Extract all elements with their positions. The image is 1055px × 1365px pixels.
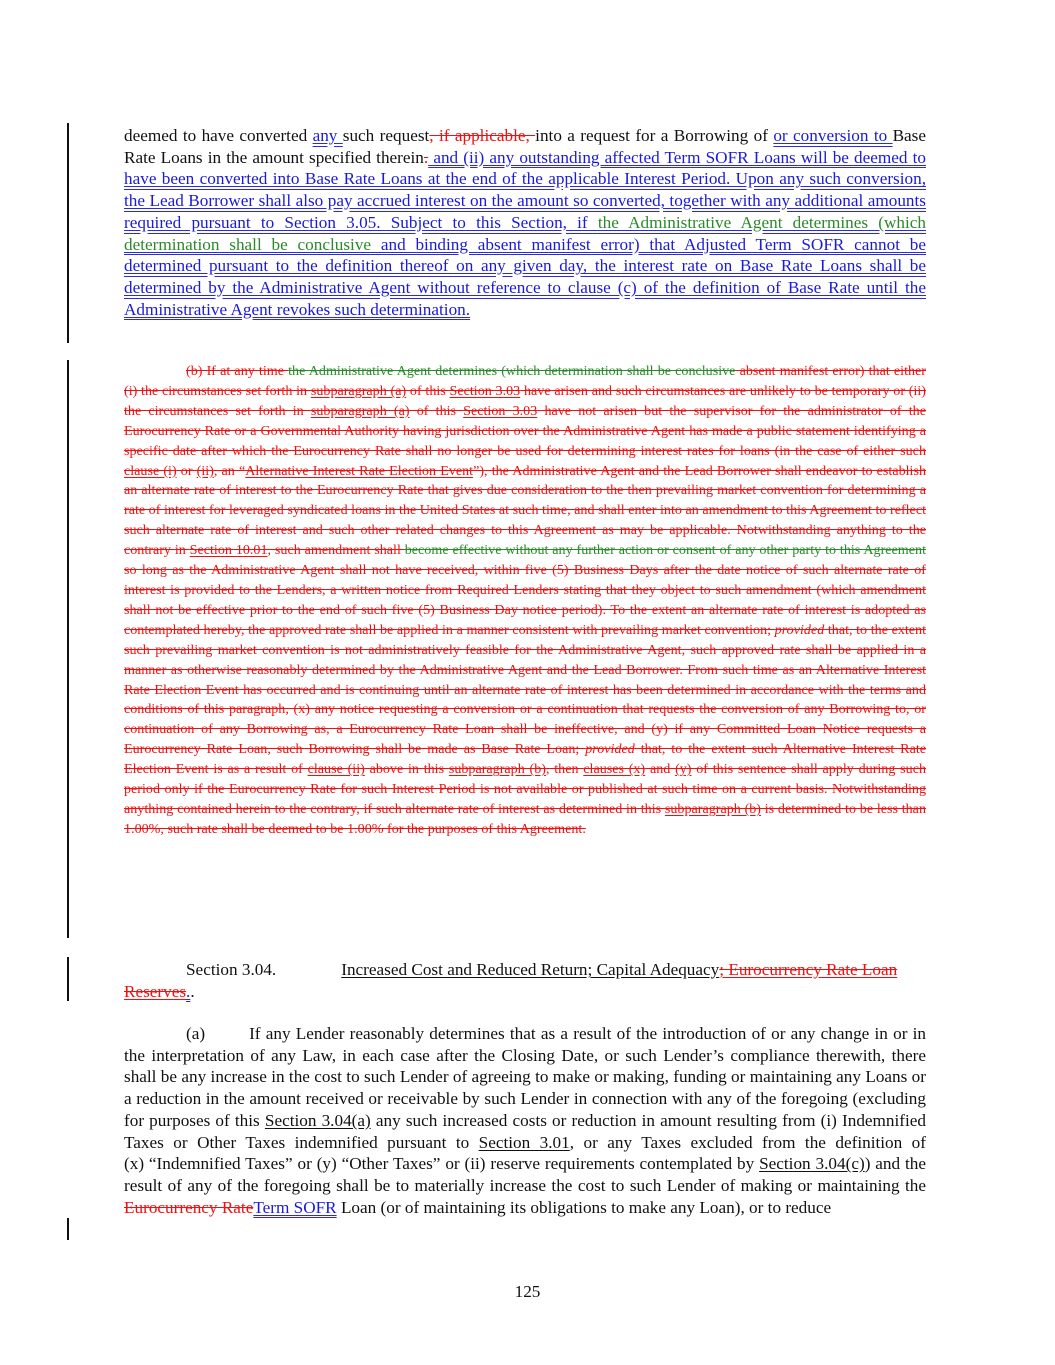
- deleted-text: and: [645, 761, 676, 778]
- inserted-text: and binding absent manifest error) that Adjusted Term SOFR cannot be determined pursuant to the definition thereof on any given day, the interest rate on Base Rate Loans shall be determined by the Administrative Agent without reference to clause (c) of the definition of Base Rate until the Administrative Agent revokes such determination.: [124, 234, 927, 319]
- deleted-reference: subparagraph (b): [448, 761, 546, 778]
- cross-reference: Section 3.04(a): [264, 1110, 371, 1130]
- deleted-text: .: [423, 147, 429, 167]
- moved-text: the Administrative Agent determines (which determination shall be conclusive: [124, 212, 927, 254]
- change-bar: [67, 957, 69, 1001]
- change-bar: [67, 360, 69, 938]
- deleted-text: that, to the extent such Alternative Interest Rate Election Event is as a result of: [124, 741, 926, 778]
- deleted-text: , then: [545, 761, 584, 778]
- cross-reference: Section 3.01: [478, 1132, 570, 1152]
- deleted-reference: subparagraph (a): [310, 382, 407, 399]
- section-title: Increased Cost and Reduced Return; Capital Adequacy: [341, 960, 720, 979]
- deleted-reference: Section 3.03: [463, 402, 538, 419]
- deleted-text: Eurocurrency Rate: [124, 1197, 254, 1217]
- text: , or any Taxes excluded from the definition of (x) “Indemnified Taxes” or (y) “Other Taxes” or (ii) reserve requirements contemplated by: [124, 1132, 926, 1174]
- deleted-text: , an “: [213, 462, 246, 479]
- deleted-text: of this: [406, 382, 450, 399]
- paragraph-increased-cost: [124, 1023, 926, 1218]
- inserted-text: Term SOFR: [253, 1197, 337, 1217]
- inserted-text: any: [312, 126, 343, 145]
- text: into a request for a Borrowing of: [535, 126, 774, 145]
- text: such request: [342, 126, 430, 145]
- text: deemed to have converted: [124, 126, 313, 145]
- deleted-reference: clause (i): [124, 462, 177, 479]
- deleted-italic-text: provided: [585, 741, 635, 758]
- text: Loan (or of maintaining its obligations to make any Loan), or to reduce: [336, 1197, 832, 1217]
- deleted-text: have not arisen but the supervisor for the administrator of the Eurocurrency Rate or a Governmental Authority having jurisdiction over the Administrative Agent has made a public statement identifying a specific date after which the Eurocurrency Rate shall no longer be used for determining interest rates for loans (in the case of either such: [124, 402, 926, 459]
- clause-label: (a): [186, 1024, 206, 1043]
- paragraph-conversion: [124, 125, 926, 320]
- deleted-reference: subparagraph (b): [664, 800, 761, 817]
- deleted-text: have arisen and such circumstances are unlikely to be temporary or (ii) the circumstances set forth in: [124, 382, 926, 419]
- deleted-text: ; Eurocurrency Rate Loan Reserves: [124, 960, 898, 1001]
- deleted-text: of this sentence shall apply during such period only if the Eurocurrency Rate for such Interest Period is not available or published at such time on a current basis. Notwithstanding anything contained herein to the contrary, if such alternate rate of interest as determined in this: [124, 761, 926, 817]
- moved-from-text: the Administrative Agent determines (which determination shall be conclusive: [288, 363, 736, 379]
- text: ) and the result of any of the foregoing shall be to materially increase the cost to such Lender of making or maintaining the: [124, 1154, 927, 1195]
- cross-reference: Section 3.04(c): [759, 1154, 865, 1174]
- inserted-text: or conversion to: [773, 126, 893, 145]
- deleted-text: of this: [409, 402, 464, 419]
- deleted-reference: clauses (x): [583, 761, 646, 778]
- deleted-italic-text: provided: [774, 621, 825, 638]
- deleted-text: that, to the extent such prevailing market convention is not administratively feasible for the Administrative Agent, such approved rate shall be applied in a manner as otherwise reasonably determined by the Administrative Agent and the Lead Borrower. From such time as an Alternative Interest Rate Election Event has occurred and is continuing until an alternate rate of interest has been determined in accordance with the terms and conditions of this paragraph, (x) any notice requesting a conversion or a continuation that requests the conversion of any Borrowing to, or continuation of any Borrowing as, a Eurocurrency Rate Loan shall be ineffective, and (y) if any Committed Loan Notice requests a Eurocurrency Rate Loan, such Borrowing shall be made as Base Rate Loan;: [124, 621, 926, 758]
- deleted-text: ”), the Administrative Agent and the Lead Borrower shall endeavor to establish an alternate rate of interest to the Eurocurrency Rate that gives due consideration to the then prevailing market convention for determining a rate of interest for leveraged syndicated loans in the United States at such time, and shall enter into an amendment to this Agreement to reflect such alternate rate of interest and such other related changes to this Agreement as may be applicable. Notwithstanding anything to the contrary in: [124, 462, 926, 559]
- deleted-text: , if applicable,: [429, 126, 536, 145]
- deleted-reference: Section 10.01: [189, 542, 268, 559]
- deleted-text: is determined to be less than 1.00%, such rate shall be deemed to be 1.00% for the purposes of this Agreement.: [124, 800, 926, 837]
- deleted-reference: subparagraph (a): [310, 402, 410, 419]
- deleted-text: absent manifest error) that either (i) the circumstances set forth in: [124, 363, 926, 399]
- change-bar: [67, 123, 69, 343]
- deleted-reference: (y): [675, 761, 692, 778]
- deleted-text: or: [176, 462, 197, 479]
- inserted-text: .: [186, 981, 191, 1001]
- text: Base Rate Loans in the amount specified therein: [124, 126, 926, 167]
- text: any such increased costs or reduction in amount resulting from (i) Indemnified Taxes or Other Taxes indemnified pursuant to: [124, 1110, 927, 1152]
- deleted-defined-term: Alternative Interest Rate Election Event: [245, 462, 474, 479]
- paragraph-deleted-clause-b: [124, 362, 926, 840]
- deleted-reference: (ii): [196, 462, 214, 479]
- deleted-text: so long as the Administrative Agent shall not have received, within five (5) Business Days after the date notice of such alternate rate of interest is provided to the Lenders, a written notice from Required Lenders stating that they object to such amendment (which amendment shall not be effective prior to the end of such five (5) Business Day notice period). To the extent an alternate rate of interest is adopted as contemplated hereby, the approved rate shall be applied in a manner consistent with prevailing market convention;: [124, 562, 926, 638]
- deleted-reference: clause (ii): [307, 761, 365, 778]
- deleted-text: (b) If at any time: [186, 363, 289, 379]
- section-number: Section 3.04.: [186, 960, 277, 979]
- section-heading: [124, 959, 926, 1002]
- text: .: [190, 981, 195, 1001]
- deleted-text: above in this: [364, 761, 449, 778]
- deleted-reference: Section 3.03: [449, 382, 521, 399]
- deleted-text: , such amendment shall: [267, 542, 405, 559]
- page-number: 125: [514, 1282, 541, 1301]
- text: If any Lender reasonably determines that as a result of the introduction of or any change in or in the interpretation of any Law, in each case after the Closing Date, or such Lender’s compliance therewith, there shall be any increase in the cost to such Lender of agreeing to make or making, funding or maintaining any Loans or a reduction in the amount received or receivable by such Lender in connection with any of the foregoing (excluding for purposes of this: [124, 1024, 926, 1130]
- moved-from-text: become effective without any further action or consent of any other party to this Agreement: [404, 542, 926, 559]
- change-bar: [67, 1218, 69, 1240]
- inserted-text: and (ii) any outstanding affected Term SOFR Loans will be deemed to have been converted into Base Rate Loans at the end of the applicable Interest Period. Upon any such conversion, the Lead Borrower shall also pay accrued interest on the amount so converted, together with any additional amounts required pursuant to Section 3.05. Subject to this Section, if: [124, 147, 926, 232]
